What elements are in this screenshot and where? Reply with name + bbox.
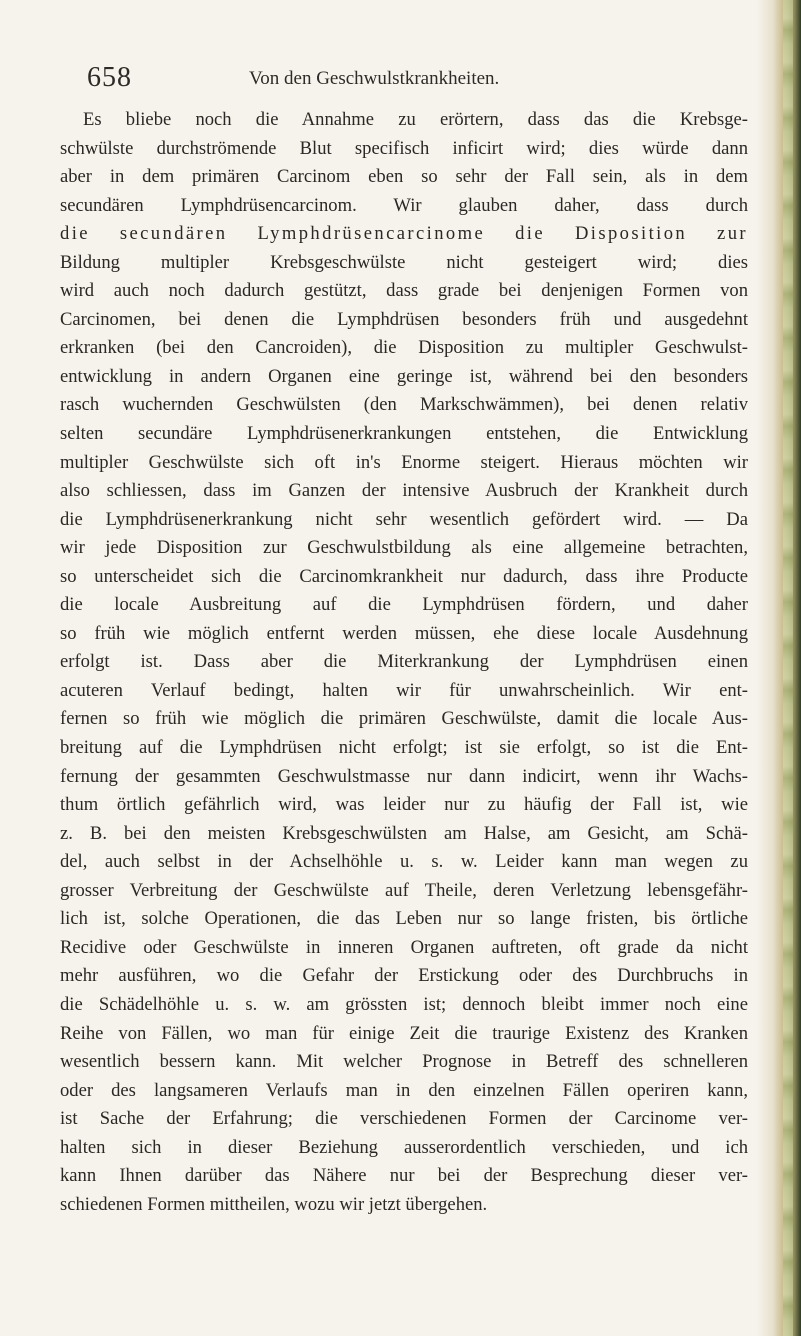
text-line: also schliessen, dass im Ganzen der intensive Ausbruch der Krankheit durch [60, 480, 748, 502]
text-line: entwicklung in andern Organen eine geringe ist, während bei den besonders [60, 365, 748, 387]
body-paragraph [60, 106, 748, 1219]
text-line: rasch wuchernden Geschwülsten (den Markschwämmen), bei denen relativ [60, 394, 748, 416]
text-line: z. B. bei den meisten Krebsgeschwülsten am Halse, am Gesicht, am Schä- [60, 822, 748, 844]
page-edge-stripe [783, 0, 793, 1336]
text-line: lich ist, solche Operationen, die das Leben nur so lange fristen, bis örtliche [60, 908, 748, 930]
text-line: kann Ihnen darüber das Nähere nur bei der Besprechung dieser ver- [60, 1165, 748, 1187]
text-line: fernen so früh wie möglich die primären Geschwülste, damit die locale Aus- [60, 708, 748, 730]
text-line: breitung auf die Lymphdrüsen nicht erfolgt; ist sie erfolgt, so ist die Ent- [60, 737, 748, 759]
text-line: Es bliebe noch die Annahme zu erörtern, dass das die Krebsge- [83, 109, 748, 130]
text-line: halten sich in dieser Beziehung ausserordentlich verschieden, und ich [60, 1136, 748, 1158]
text-line: so unterscheidet sich die Carcinomkrankheit nur dadurch, dass ihre Producte [60, 565, 748, 587]
text-line: aber in dem primären Carcinom eben so sehr der Fall sein, als in dem [60, 166, 748, 188]
text-line: mehr ausführen, wo die Gefahr der Erstickung oder des Durchbruchs in [60, 965, 748, 987]
text-line: selten secundäre Lymphdrüsenerkrankungen entstehen, die Entwicklung [60, 423, 748, 445]
text-line: die locale Ausbreitung auf die Lymphdrüsen fördern, und daher [60, 594, 748, 616]
page-header [0, 58, 801, 98]
text-line: Carcinomen, bei denen die Lymphdrüsen besonders früh und ausgedehnt [60, 308, 748, 330]
text-line: schiedenen Formen mittheilen, wozu wir jetzt übergehen. [60, 1193, 488, 1215]
text-line: Bildung multipler Krebsgeschwülste nicht gesteigert wird; dies [60, 251, 748, 273]
text-line: die secundären Lymphdrüsencarcinome die Disposition zur [60, 223, 748, 245]
text-line: erfolgt ist. Dass aber die Miterkrankung der Lymphdrüsen einen [60, 651, 748, 673]
text-line: fernung der gesammten Geschwulstmasse nur dann indicirt, wenn ihr Wachs- [60, 765, 748, 787]
text-line: die Schädelhöhle u. s. w. am grössten ist; dennoch bleibt immer noch eine [60, 993, 748, 1015]
running-title: Von den Geschwulstkrankheiten. [249, 68, 500, 89]
page-edge-shadow [757, 0, 801, 1336]
page-number: 658 [87, 62, 132, 93]
text-line: die Lymphdrüsenerkrankung nicht sehr wesentlich gefördert wird. — Da [60, 508, 748, 530]
text-line: oder des langsameren Verlaufs man in den einzelnen Fällen operiren kann, [60, 1079, 748, 1101]
text-line: Reihe von Fällen, wo man für einige Zeit die traurige Existenz des Kranken [60, 1022, 748, 1044]
text-line: del, auch selbst in der Achselhöhle u. s. w. Leider kann man wegen zu [60, 851, 748, 873]
text-line: grosser Verbreitung der Geschwülste auf Theile, deren Verletzung lebensgefähr- [60, 879, 748, 901]
text-line: Recidive oder Geschwülste in inneren Organen auftreten, oft grade da nicht [60, 936, 748, 958]
text-line: multipler Geschwülste sich oft in's Enorme steigert. Hieraus möchten wir [60, 451, 748, 473]
text-line: wird auch noch dadurch gestützt, dass grade bei denjenigen Formen von [60, 280, 748, 302]
text-line: so früh wie möglich entfernt werden müssen, ehe diese locale Ausdehnung [60, 622, 748, 644]
text-line: erkranken (bei den Cancroiden), die Disposition zu multipler Geschwulst- [60, 337, 748, 359]
text-line: thum örtlich gefährlich wird, was leider nur zu häufig der Fall ist, wie [60, 794, 748, 816]
text-line: ist Sache der Erfahrung; die verschiedenen Formen der Carcinome ver- [60, 1108, 748, 1130]
text-line: schwülste durchströmende Blut specifisch inficirt wird; dies würde dann [60, 137, 748, 159]
text-line: secundären Lymphdrüsencarcinom. Wir glauben daher, dass durch [60, 194, 748, 216]
text-line: wir jede Disposition zur Geschwulstbildung als eine allgemeine betrachten, [60, 537, 748, 559]
text-line: wesentlich bessern kann. Mit welcher Prognose in Betreff des schnelleren [60, 1051, 748, 1073]
text-line: acuteren Verlauf bedingt, halten wir für unwahrscheinlich. Wir ent- [60, 679, 748, 701]
